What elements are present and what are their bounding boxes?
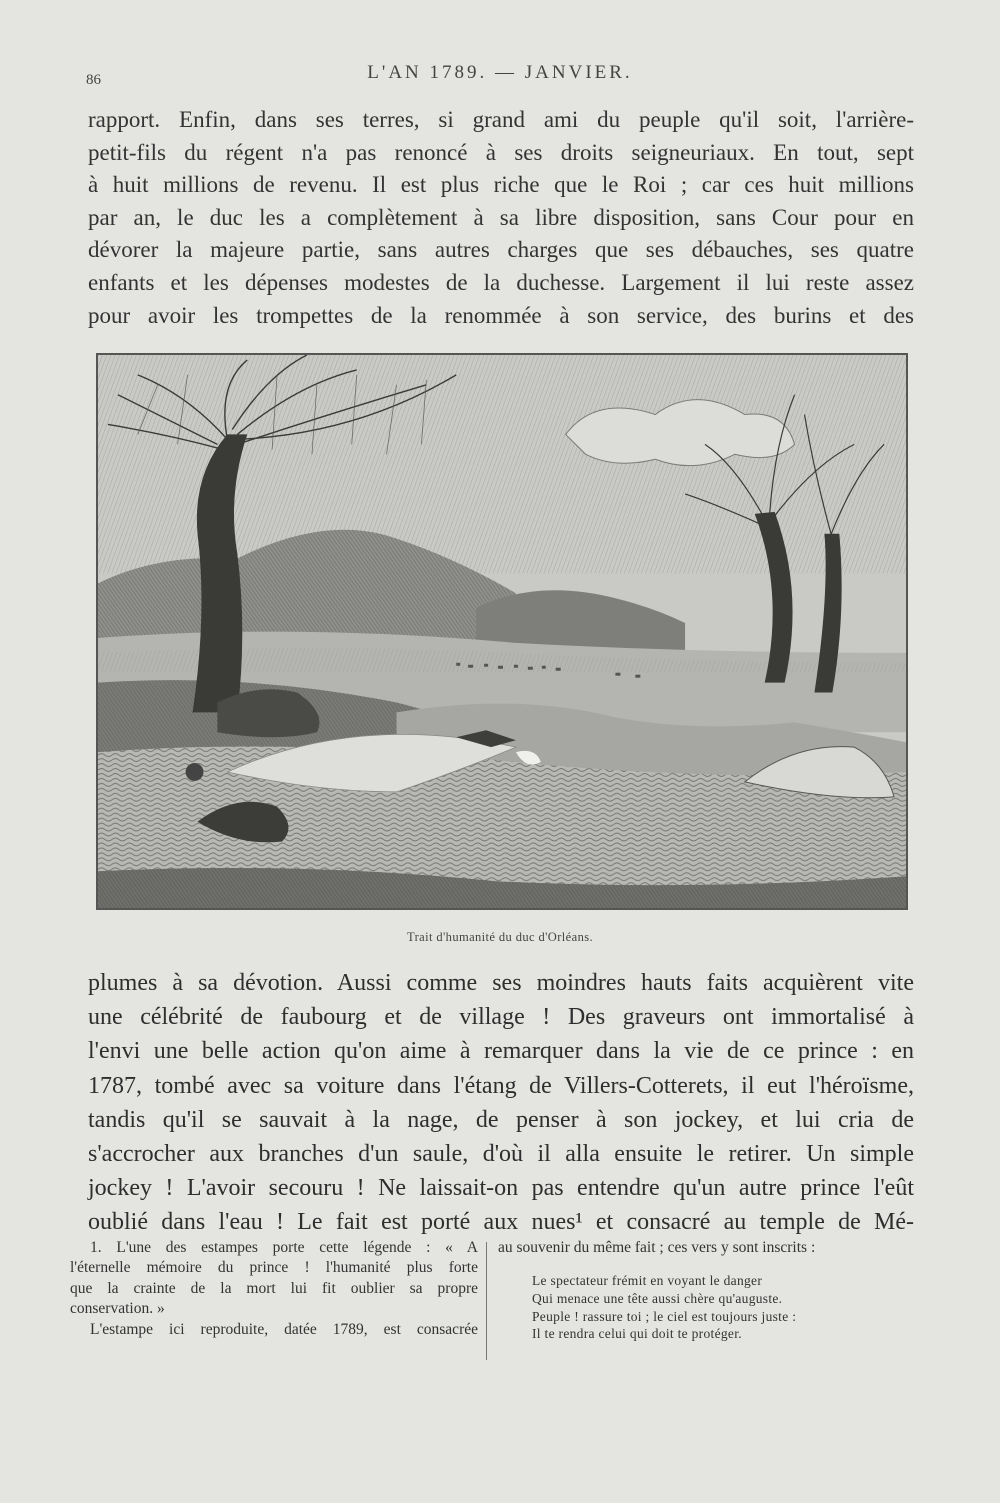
engraving-illustration [96,353,908,910]
verse-line: Qui menace une tête aussi chère qu'auguste. [532,1291,783,1306]
footnote-column-divider [486,1242,487,1360]
page-number: 86 [86,72,101,88]
footnote-line: que la crainte de la mort lui fit oublier sa propre [70,1279,478,1297]
text-line: une célébrité de faubourg et de village ! Des graveurs ont immortalisé à [88,1004,914,1031]
footnote-line: l'éternelle mémoire du prince ! l'humanité plus forte [70,1259,478,1277]
footnote-intro: au souvenir du même fait ; ces vers y sont inscrits : [498,1239,816,1256]
text-line: tandis qu'il se sauvait à la nage, de penser à son jockey, et lui cria de [88,1106,914,1133]
text-line: enfants et les dépenses modestes de la duchesse. Largement il lui reste assez [88,269,914,295]
footnotes [70,1238,915,1378]
verse-line: Peuple ! rassure toi ; le ciel est toujours juste : [532,1308,797,1324]
text-line: dévorer la majeure partie, sans autres charges que ses débauches, ses quatre [88,237,914,263]
text-line: petit-fils du régent n'a pas renoncé à ses droits seigneuriaux. En tout, sept [88,139,914,165]
engraving-landscape [98,355,906,908]
footnote-line: 1. L'une des estampes porte cette légende : « A [90,1239,478,1256]
text-line: pour avoir les trompettes de la renommée à son service, des burins et des [88,302,914,328]
text-line: s'accrocher aux branches d'un saule, d'où il alla ensuite le retirer. Un simple [88,1141,914,1168]
text-line: 1787, tombé avec sa voiture dans l'étang de Villers-Cotterets, il eut l'héroïsme, [88,1072,914,1099]
verse-line: Le spectateur frémit en voyant le danger [532,1273,763,1289]
text-line: oublié dans l'eau ! Le fait est porté aux nues¹ et consacré au temple de Mé- [88,1209,914,1236]
body-text-top [88,104,914,332]
running-head: L'AN 1789. — JANVIER. [367,62,633,83]
text-line: à huit millions de revenu. Il est plus riche que le Roi ; car ces huit millions [88,172,914,198]
text-line: l'envi une belle action qu'on aime à remarquer dans la vie de ce prince : en [88,1038,914,1065]
illustration-caption: Trait d'humanité du duc d'Orléans. [406,930,594,944]
text-line: plumes à sa dévotion. Aussi comme ses moindres hauts faits acquièrent vite [88,970,914,996]
body-text-bottom [88,966,914,1240]
text-line: rapport. Enfin, dans ses terres, si grand ami du peuple qu'il soit, l'arrière- [88,107,914,132]
footnote-line: L'estampe ici reproduite, datée 1789, est consacrée [90,1320,478,1338]
verse-line: Il te rendra celui qui doit te protéger. [532,1326,742,1342]
text-line: jockey ! L'avoir secouru ! Ne laissait-on pas entendre qu'un autre prince l'eût [88,1175,914,1202]
footnote-right-column [498,1238,918,1343]
footnote-left-column [70,1238,478,1340]
footnote-line: conservation. » [70,1300,165,1318]
verse-inscription [498,1272,918,1342]
text-line: par an, le duc les a complètement à sa libre disposition, sans Cour pour en [88,204,914,230]
